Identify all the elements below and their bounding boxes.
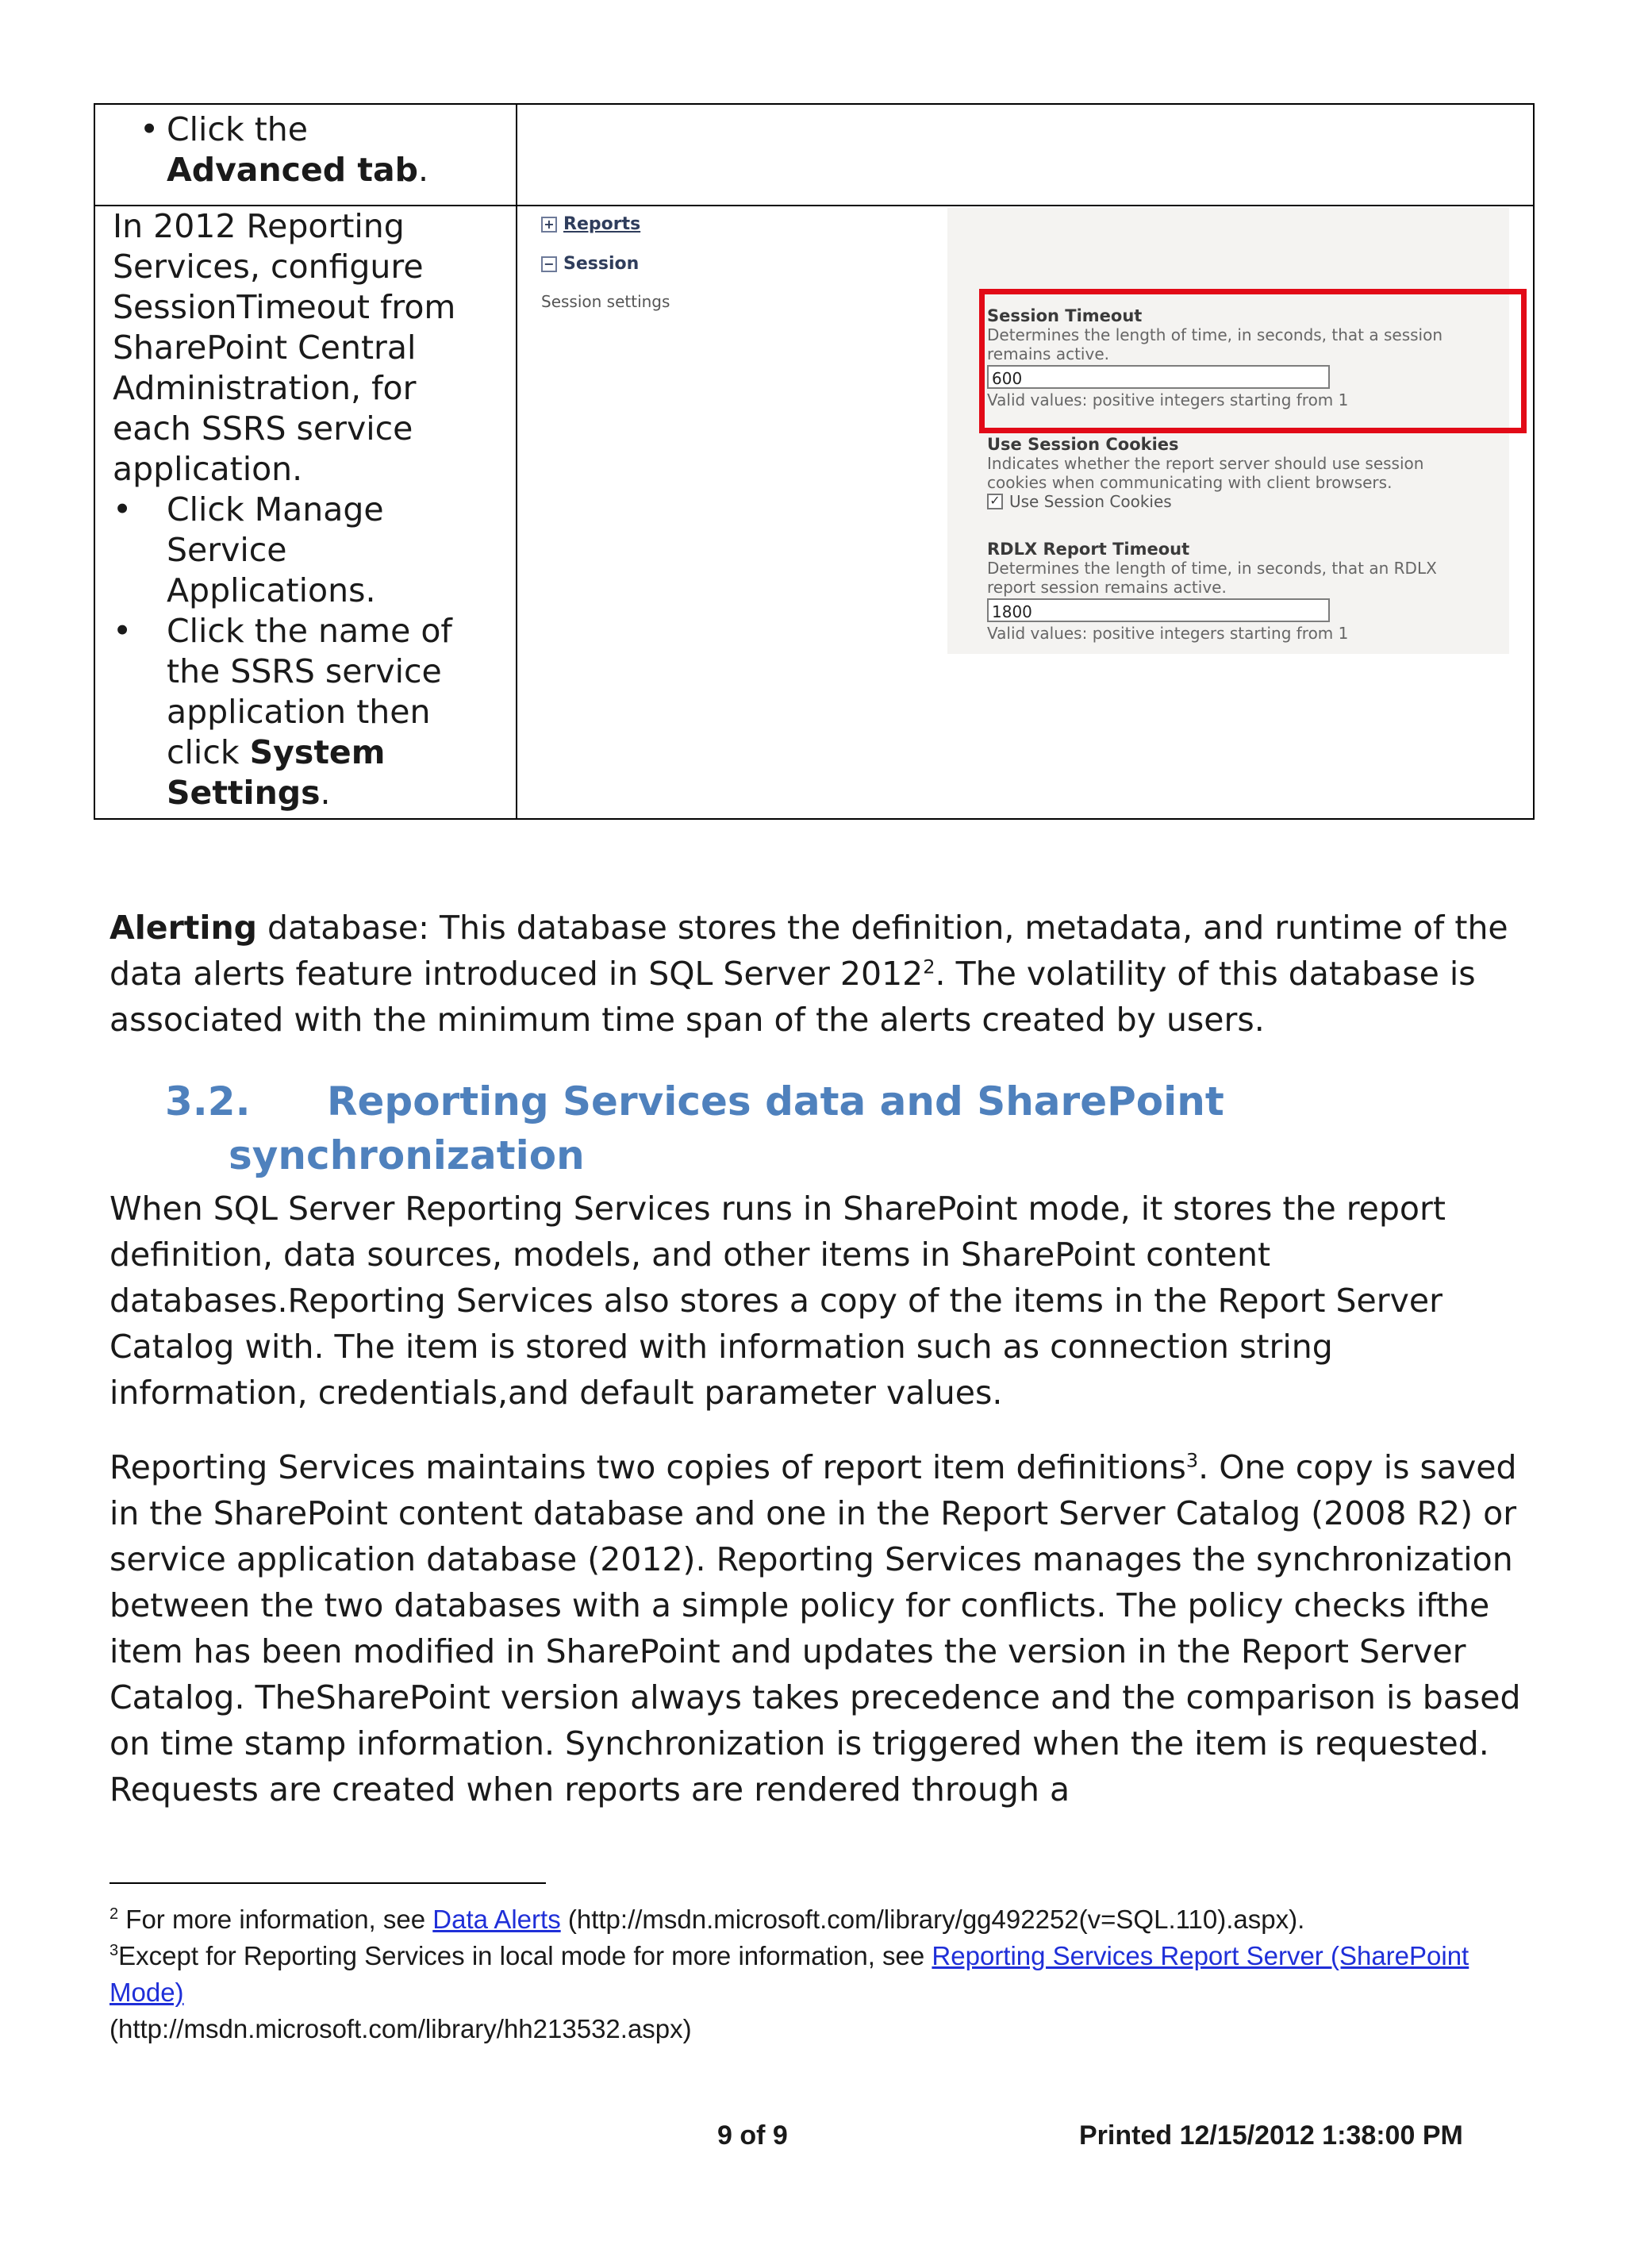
section-number: 3.2. <box>165 1078 251 1124</box>
printed-timestamp: Printed 12/15/2012 1:38:00 PM <box>1079 2120 1463 2151</box>
cookies-title: Use Session Cookies <box>987 435 1179 454</box>
reports-node: + Reports <box>541 214 640 234</box>
list-item: • Click Manage Service Applications. <box>113 490 501 611</box>
session-timeout-title: Session Timeout <box>987 306 1143 325</box>
session-node: − Session <box>541 254 639 274</box>
collapse-icon: − <box>541 256 557 272</box>
session-cookies-section <box>987 435 1479 511</box>
section-title-line1: Reporting Services data and SharePoint <box>327 1078 1224 1124</box>
sharepoint-settings-screenshot <box>538 208 1509 654</box>
table-cell <box>94 104 517 206</box>
table-row <box>94 104 1534 206</box>
rdlx-title: RDLX Report Timeout <box>987 540 1190 559</box>
footnote-separator <box>109 1882 546 1884</box>
rdlx-desc: Determines the length of time, in seconds, that an RDLX report session remains active. <box>987 559 1437 597</box>
advanced-tab-text: Advanced tab <box>167 151 419 189</box>
cookies-checkbox-row: ✓ Use Session Cookies <box>987 492 1479 511</box>
section-title-line2: synchronization <box>229 1132 585 1178</box>
rdlx-input: 1800 <box>987 598 1330 622</box>
checkbox-checked-icon: ✓ <box>987 494 1003 509</box>
session-timeout-valid: Valid values: positive integers starting from 1 <box>987 390 1349 409</box>
alerting-paragraph: Alerting database: This database stores the definition, metadata, and runtime of the data alerts feature introduced in SQL Server 2012$^2$. The volatility of this database is associated with the minimum time span of the alerts created by users. <box>109 909 1508 1039</box>
list-item: • Click the name of the SSRS service application then click System Settings. <box>113 611 501 813</box>
report-server-link[interactable]: Reporting Services Report Server (SharePoint Mode) <box>109 1941 1469 2007</box>
footnote-3: $^3$Except for Reporting Services in local mode for more information, see Reporting Services Report Server (SharePoint Mode) (http://msdn.microsoft.com/library/hh213532.aspx) <box>109 1941 1469 2043</box>
table-cell <box>94 206 517 819</box>
sync-paragraph-2: Reporting Services maintains two copies of report item definitions$^3$. One copy is saved in the SharePoint content database and one in the Report Server Catalog (2008 R2) or service application database (2012). Reporting Services manages the synchronization between the two databases with a simple policy for conflicts. The policy checks ifthe item has been modified in SharePoint and updates the version in the Report Server Catalog. TheSharePoint version always takes precedence and the comparison is based on time stamp information. Synchronization is triggered when the item is requested. Requests are created when reports are rendered through a <box>109 1448 1521 1809</box>
sync-paragraph-1: When SQL Server Reporting Services runs in SharePoint mode, it stores the report definition, data sources, models, and other items in SharePoint content databases.Reporting Services also stores a copy of the items in the Report Server Catalog with. The item is stored with information such as connection string information, credentials,and default parameter values. <box>109 1190 1446 1412</box>
table-cell <box>517 206 1534 819</box>
highlight-box <box>979 289 1527 433</box>
instructions-table <box>94 103 1535 820</box>
table-cell <box>517 104 1534 206</box>
rdlx-valid: Valid values: positive integers starting from 1 <box>987 624 1349 643</box>
rdlx-timeout-section <box>987 540 1479 643</box>
table-row <box>94 206 1534 819</box>
list-item: • Click the Advanced tab. <box>113 110 501 190</box>
data-alerts-link[interactable]: Data Alerts <box>432 1905 561 1934</box>
session-timeout-desc: Determines the length of time, in seconds, that a session remains active. <box>987 325 1443 363</box>
page-number: 9 of 9 <box>717 2120 788 2151</box>
cell-intro-text: In 2012 Reporting Services, configure SessionTimeout from SharePoint Central Administration, for each SSRS service application. <box>113 207 456 488</box>
session-timeout-input: 600 <box>987 365 1330 389</box>
session-settings-label: Session settings <box>541 292 670 311</box>
cookies-desc: Indicates whether the report server should use session cookies when communicating with client browsers. <box>987 454 1424 492</box>
section-heading <box>165 1074 1514 1182</box>
expand-icon: + <box>541 217 557 233</box>
footnote-2: $^2$ For more information, see Data Alerts (http://msdn.microsoft.com/library/gg492252(v=SQL.110).aspx). <box>109 1905 1305 1934</box>
